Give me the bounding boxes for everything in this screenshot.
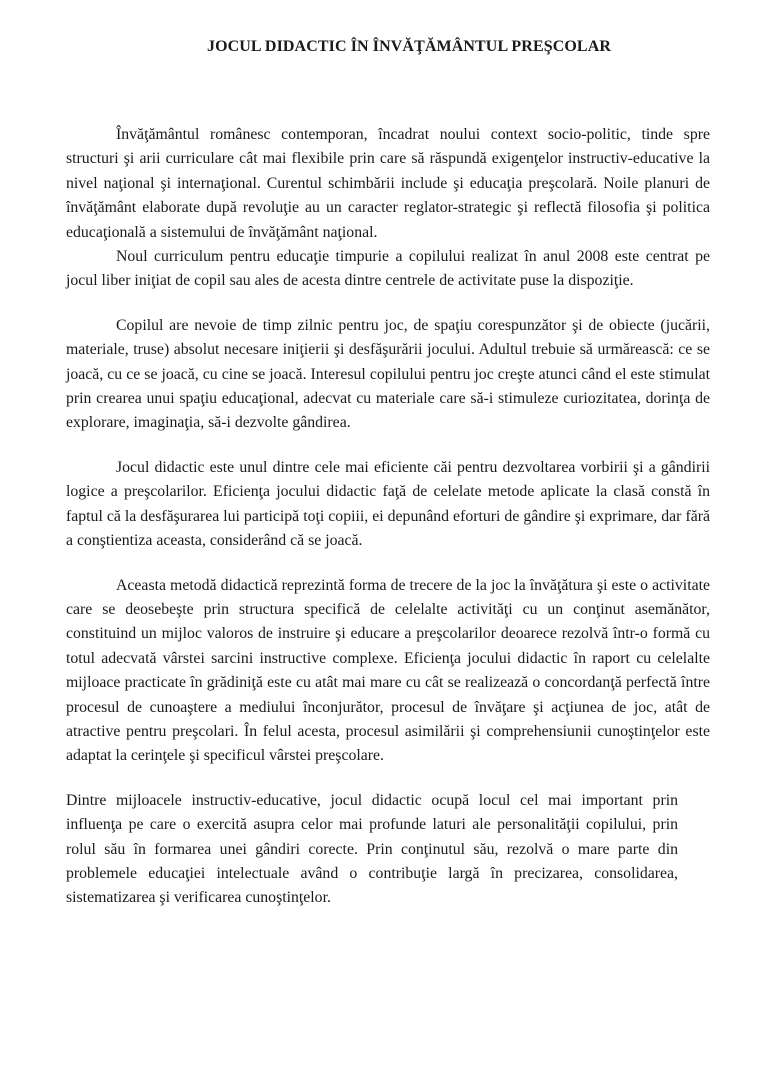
- paragraph-5: Aceasta metodă didactică reprezintă forma de trecere de la joc la învăţătura şi este o activitate care se deosebeşte prin structura specifică de celelalte activităţi cu un conţinut asemănător, constituind un mijloc valoros de instruire şi educare a preşcolarilor deoarece rezolvă într-o formă cu totul adecvată vârstei sarcini instructive complexe. Eficienţa jocului didactic în raport cu celelalte mijloace practicate în grădiniţă este cu atât mai mare cu cât se realizează o concordanţă perfectă între procesul de cunoaştere a mediului înconjurător, procesul de învăţare şi acţiunea de joc, atât de atractive pentru preşcolari. În felul acesta, procesul asimilării şi comprehensiunii cunoştinţelor este adaptat la cerinţele şi specificul vârstei preşcolare.: [66, 576, 710, 765]
- paragraph-4: Jocul didactic este unul dintre cele mai eficiente căi pentru dezvoltarea vorbirii şi a gândirii logice a preşcolarilor. Eficienţa jocului didactic faţă de celelate metode aplicate la clasă constă în faptul că la desfăşurarea lui participă toţi copiii, ei depunând eforturi de gândire şi exprimare, dar fără a conştientiza aceasta, considerând că se joacă.: [66, 458, 710, 550]
- document-title: JOCUL DIDACTIC ÎN ÎNVĂŢĂMÂNTUL PREŞCOLAR: [206, 38, 612, 55]
- document-body: [66, 123, 710, 911]
- paragraph-6: Dintre mijloacele instructiv-educative, jocul didactic ocupă locul cel mai important prin influenţa pe care o exercită asupra celor mai profunde laturi ale personalităţii copilului, prin rolul său în formarea unei gândiri corecte. Prin conţinutul său, rezolvă o mare parte din problemele educaţiei intelectuale având o contribuţie largă în precizarea, consolidarea, sistematizarea şi verificarea cunoştinţelor.: [66, 791, 678, 907]
- paragraph-1: Învăţământul românesc contemporan, încadrat noului context socio-politic, tinde spre structuri şi arii curriculare cât mai flexibile prin care să răspundă exigenţelor instructiv-educative la nivel naţional şi internaţional. Curentul schimbării include şi educaţia preşcolară. Noile planuri de învăţământ elaborate după revoluţie au un caracter reglator-strategic şi reflectă filosofia şi politica educaţională a sistemului de învăţământ naţional.: [66, 126, 710, 241]
- paragraph-3: Copilul are nevoie de timp zilnic pentru joc, de spaţiu corespunzător şi de obiecte (jucării, materiale, truse) absolut necesare iniţierii şi desfăşurării jocului. Adultul trebuie să urmărească: ce se joacă, cu ce se joacă, cu cine se joacă. Interesul copilului pentru joc creşte atunci când el este stimulat prin crearea unui spaţiu educaţional, adecvat cu materiale care să-i stimuleze curiozitatea, dorinţa de explorare, imaginaţia, să-i dezvolte gândirea.: [66, 316, 710, 432]
- paragraph-2: Noul curriculum pentru educaţie timpurie a copilului realizat în anul 2008 este centrat pe jocul liber iniţiat de copil sau ales de acesta dintre centrele de activitate puse la dispoziţie.: [66, 248, 710, 290]
